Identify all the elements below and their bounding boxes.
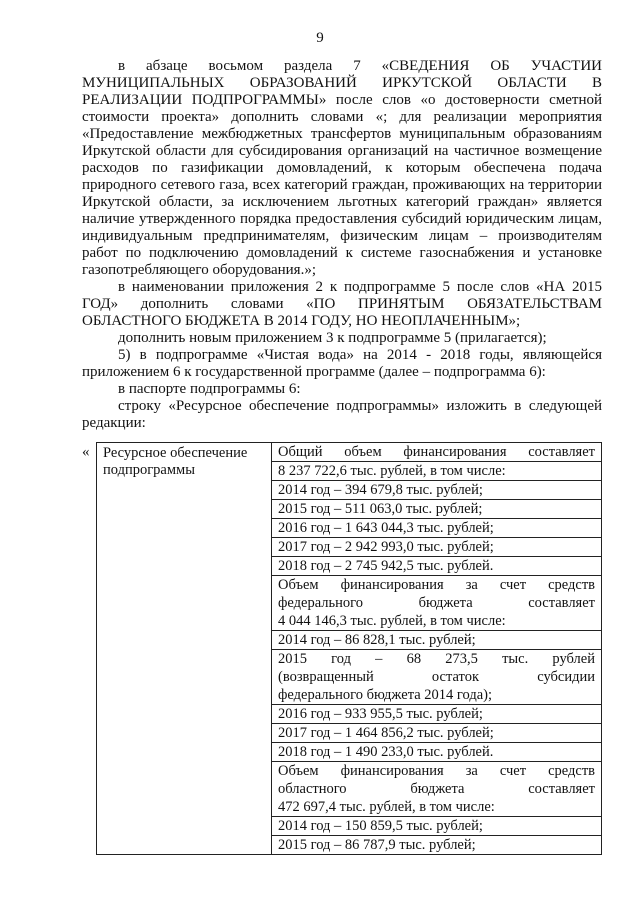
paragraph-appendix2-title: в наименовании приложения 2 к подпрограмме 5 после слов «НА 2015 ГОД» дополнить словами «ПО ПРИНЯТЫМ ОБЯЗАТЕЛЬСТВАМ ОБЛАСТНОГО БЮДЖЕТА В 2014 ГОДУ, НО НЕОПЛАЧЕННЫМ»; [82,279,602,329]
value-line: 2015 год – 511 063,0 тыс. рублей; [272,500,601,519]
page-number: 9 [316,30,324,46]
value-line: 2015 год – 68 273,5 тыс. рублей [278,651,595,667]
value-line: 2017 год – 2 942 993,0 тыс. рублей; [272,538,601,557]
value-line: 8 237 722,6 тыс. рублей, в том числе: [272,462,601,481]
value-line: Объем финансирования за счет средств [278,577,595,593]
value-line: областного бюджета составляет [278,781,595,797]
resource-table-block [82,442,602,905]
resource-table [96,442,602,855]
row-value-cell [272,443,602,855]
opening-quote: « [82,444,90,460]
value-line: федерального бюджета 2014 года); [272,686,601,705]
value-line: 2014 год – 86 828,1 тыс. рублей; [272,631,601,650]
document-body [82,58,602,432]
value-line: 2014 год – 150 859,5 тыс. рублей; [272,817,601,836]
table-row [97,443,602,855]
paragraph-passport: в паспорте подпрограммы 6: [118,381,301,397]
value-line: 2016 год – 1 643 044,3 тыс. рублей; [272,519,601,538]
value-line: 2017 год – 1 464 856,2 тыс. рублей; [272,724,601,743]
value-line: 2015 год – 86 787,9 тыс. рублей; [278,837,476,853]
value-line: 2014 год – 394 679,8 тыс. рублей; [272,481,601,500]
value-line: Общий объем финансирования составляет [272,443,601,462]
value-line: (возвращенный остаток субсидии [278,669,595,685]
row-label-cell: Ресурсное обеспечение подпрограммы [97,443,272,855]
paragraph-new-appendix3: дополнить новым приложением 3 к подпрограмме 5 (прилагается); [118,330,547,346]
value-line: 2018 год – 1 490 233,0 тыс. рублей. [272,743,601,762]
value-line: 2016 год – 933 955,5 тыс. рублей; [272,705,601,724]
paragraph-edition: редакции: [82,415,146,431]
value-line: 4 044 146,3 тыс. рублей, в том числе: [272,612,601,631]
paragraph-row-replace: строку «Ресурсное обеспечение подпрограммы» изложить в следующей [118,398,602,414]
value-line: Объем финансирования за счет средств [278,763,595,779]
value-line: 472 697,4 тыс. рублей, в том числе: [272,798,601,817]
paragraph-amendment-section7: в абзаце восьмом раздела 7 «СВЕДЕНИЯ ОБ УЧАСТИИ МУНИЦИПАЛЬНЫХ ОБРАЗОВАНИЙ ИРКУТСКОЙ ОБЛАСТИ В РЕАЛИЗАЦИИ ПОДПРОГРАММЫ» после слов «о достоверности сметной стоимости проекта» дополнить словами «; для реализации мероприятия «Предоставление межбюджетных трансфертов муниципальным образованиям Иркутской области для субсидирования организаций на частичное возмещение расходов по газификации домовладений, к которым обеспечена подача природного сетевого газа, всех категорий граждан, проживающих на территории Иркутской области, за исключением льготных категорий граждан» является наличие утвержденного порядка предоставления субсидий юридическим лицам, индивидуальным предпринимателям, физическим лицам – производителям работ по подключению домовладений к системе газоснабжения и установке газопотребляющего оборудования.»; [82,58,602,278]
paragraph-subprogram6: 5) в подпрограмме «Чистая вода» на 2014 - 2018 годы, являющейся приложением 6 к государственной программе (далее – подпрограмма 6): [82,347,602,380]
value-line: 2018 год – 2 745 942,5 тыс. рублей. [272,557,601,576]
value-line: федерального бюджета составляет [278,595,595,611]
